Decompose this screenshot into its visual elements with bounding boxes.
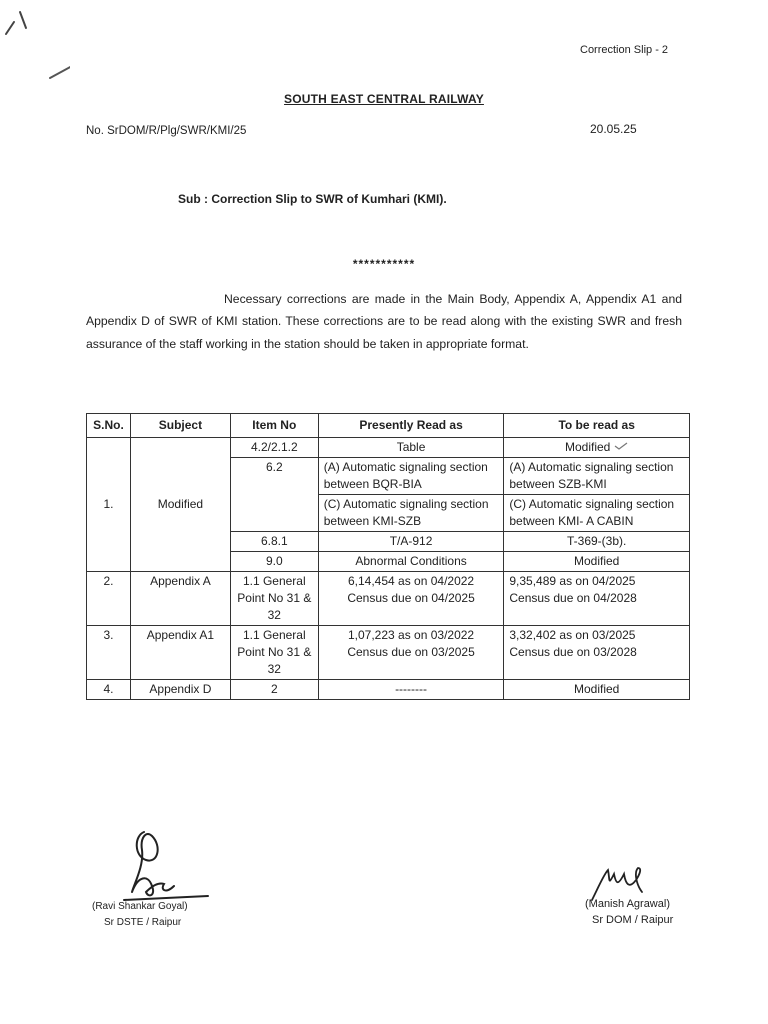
cell-line: Census due on 04/2028 xyxy=(509,591,637,605)
cell-tobe xyxy=(504,626,690,680)
table-row xyxy=(87,680,690,700)
right-signatory-role: Sr DOM / Raipur xyxy=(592,914,674,926)
cell-subject: Appendix A xyxy=(130,572,230,626)
organization-title: SOUTH EAST CENTRAL RAILWAY xyxy=(284,92,484,106)
cell-present: Table xyxy=(318,438,504,458)
table-row xyxy=(87,438,690,458)
cell-line: 1,07,223 as on 03/2022 xyxy=(347,628,475,642)
cell-item: 4.2/2.1.2 xyxy=(230,438,318,458)
pen-mark-top-left xyxy=(0,0,70,90)
header-subject: Subject xyxy=(130,414,230,438)
cell-subject: Modified xyxy=(130,438,230,572)
body-paragraph: Necessary corrections are made in the Main Body, Appendix A, Appendix A1 and Appendix D of SWR of KMI station. These corrections are to be read along with the existing SWR and fresh assurance of the staff working in the station should be taken in appropriate format. xyxy=(86,292,682,351)
header-tobe: To be read as xyxy=(504,414,690,438)
cell-line: Census due on 03/2025 xyxy=(347,645,475,659)
cell-line: 6,14,454 as on 04/2022 xyxy=(347,574,475,588)
separator-stars: *********** xyxy=(352,257,416,271)
cell-line: Census due on 04/2025 xyxy=(347,591,475,605)
cell-present xyxy=(318,572,504,626)
cell-present: T/A-912 xyxy=(318,532,504,552)
cell-item: 6.8.1 xyxy=(230,532,318,552)
table-row xyxy=(87,626,690,680)
cell-tobe: (C) Automatic signaling section between KMI- A CABIN xyxy=(504,495,690,532)
left-signatory-role: Sr DSTE / Raipur xyxy=(104,917,182,928)
cell-sno: 1. xyxy=(87,438,131,572)
cell-tobe xyxy=(504,438,690,458)
cell-present: (A) Automatic signaling section between BQR-BIA xyxy=(318,458,504,495)
cell-sno: 2. xyxy=(87,572,131,626)
cell-subject: Appendix A1 xyxy=(130,626,230,680)
cell-present xyxy=(318,626,504,680)
cell-tobe: Modified xyxy=(504,552,690,572)
left-signatory-name: (Ravi Shankar Goyal) xyxy=(92,901,188,912)
header-sno: S.No. xyxy=(87,414,131,438)
cell-present: Abnormal Conditions xyxy=(318,552,504,572)
cell-subject: Appendix D xyxy=(130,680,230,700)
cell-line: 9,35,489 as on 04/2025 xyxy=(509,574,636,588)
cell-item: 9.0 xyxy=(230,552,318,572)
table-row xyxy=(87,572,690,626)
table-header-row xyxy=(87,414,690,438)
corrections-table xyxy=(86,413,690,700)
cell-present: (C) Automatic signaling section between KMI-SZB xyxy=(318,495,504,532)
cell-line: 3,32,402 as on 03/2025 xyxy=(509,628,636,642)
document-date: 20.05.25 xyxy=(590,122,637,136)
cell-tobe: (A) Automatic signaling section between SZB-KMI xyxy=(504,458,690,495)
cell-item: 6.2 xyxy=(230,458,318,532)
cell-item: 1.1 General Point No 31 & 32 xyxy=(230,626,318,680)
cell-tobe: T-369-(3b). xyxy=(504,532,690,552)
cell-present: -------- xyxy=(318,680,504,700)
cell-item: 2 xyxy=(230,680,318,700)
cell-tobe: Modified xyxy=(504,680,690,700)
right-signatory-name: (Manish Agrawal) xyxy=(585,898,670,910)
reference-number: No. SrDOM/R/Plg/SWR/KMI/25 xyxy=(86,125,247,137)
cell-sno: 4. xyxy=(87,680,131,700)
header-present: Presently Read as xyxy=(318,414,504,438)
cell-tobe-text: Modified xyxy=(565,440,611,454)
check-mark-icon xyxy=(614,441,628,451)
cell-item: 1.1 General Point No 31 & 32 xyxy=(230,572,318,626)
subject-line: Sub : Correction Slip to SWR of Kumhari (KMI). xyxy=(178,192,447,206)
cell-sno: 3. xyxy=(87,626,131,680)
header-item: Item No xyxy=(230,414,318,438)
cell-line: Census due on 03/2028 xyxy=(509,645,637,659)
correction-slip-label: Correction Slip - 2 xyxy=(580,44,669,56)
left-signature xyxy=(112,826,212,906)
cell-tobe xyxy=(504,572,690,626)
